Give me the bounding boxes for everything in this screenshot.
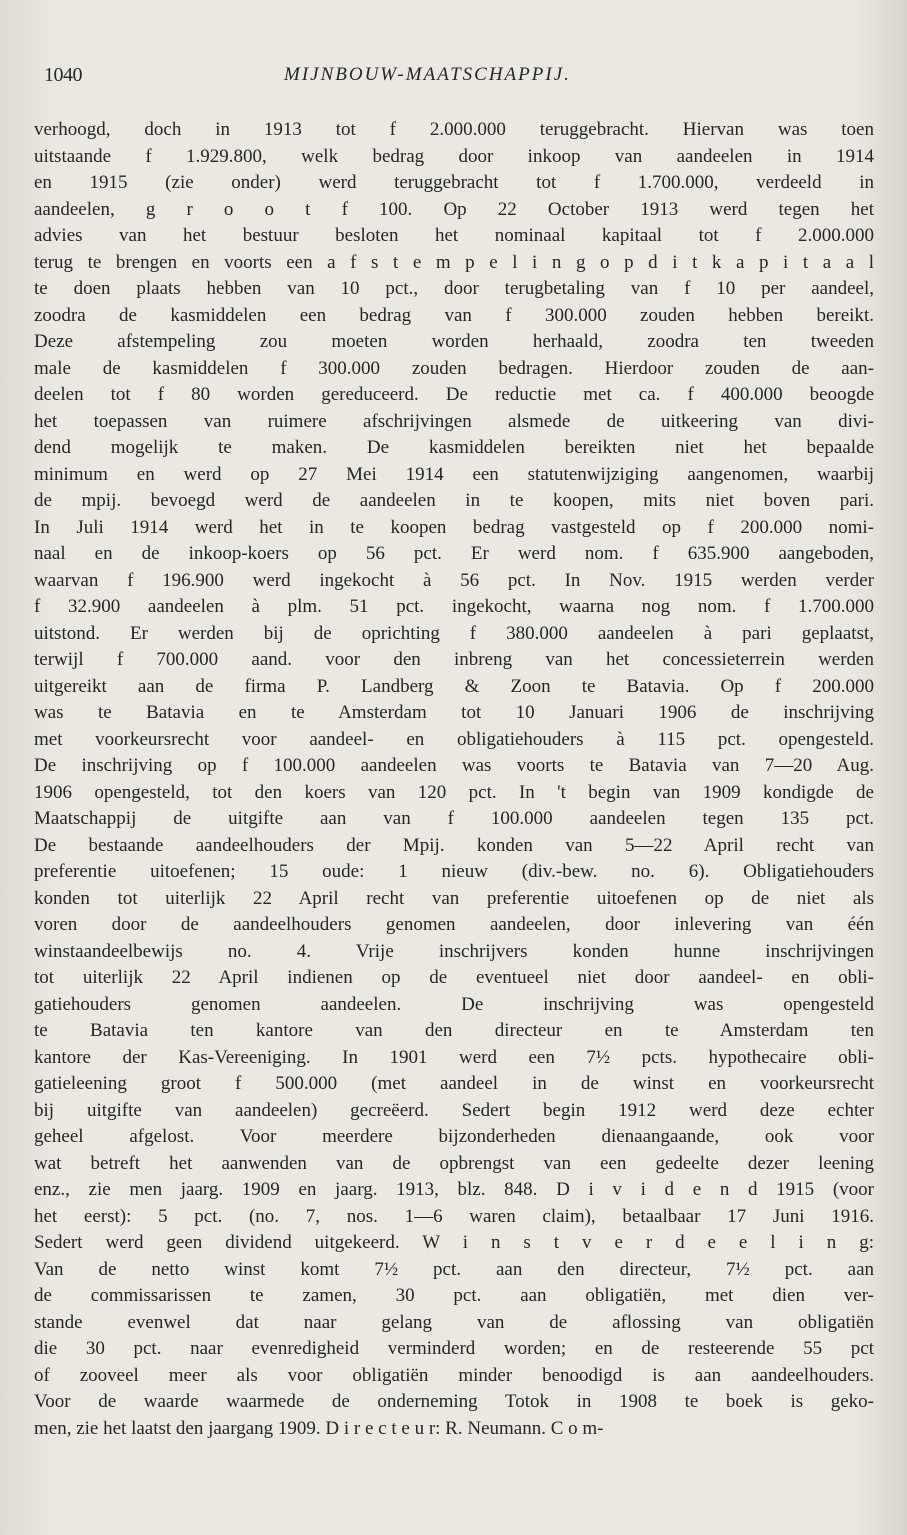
text-line: die 30 pct. naar evenredigheid verminderd worden; en de resteerende 55 pct: [34, 1338, 874, 1359]
text-line: aandeelen, g r o o t f 100. Op 22 October 1913 werd tegen het: [34, 198, 874, 220]
text-line: deelen tot f 80 worden gereduceerd. De reductie met ca. f 400.000 beoogde: [34, 384, 874, 405]
text-line: de mpij. bevoegd werd de aandeelen in te koopen, mits niet boven pari.: [34, 490, 874, 511]
text-line: uitgereikt aan de firma P. Landberg & Zoon te Batavia. Op f 200.000: [34, 675, 874, 697]
text-line: kantore der Kas-Vereeniging. In 1901 werd een 7½ pcts. hypothecaire obli-: [34, 1046, 874, 1068]
text-line: De bestaande aandeelhouders der Mpij. konden van 5—22 April recht van: [34, 834, 874, 856]
page-number: 1040: [44, 64, 82, 86]
text-line: was te Batavia en te Amsterdam tot 10 Januari 1906 de inschrijving: [34, 702, 874, 723]
text-line: terug te brengen en voorts een a f s t e m p e l i n g o p d i t k a p i t a a l: [34, 251, 874, 273]
text-line: uitstaande f 1.929.800, welk bedrag door inkoop van aandeelen in 1914: [34, 145, 874, 167]
text-line: zoodra de kasmiddelen een bedrag van f 300.000 zouden hebben bereikt.: [34, 304, 874, 326]
text-line: minimum en werd op 27 Mei 1914 een statutenwijziging aangenomen, waarbij: [34, 463, 874, 485]
page-header: [44, 64, 867, 94]
text-line: gatieleening groot f 500.000 (met aandeel in de winst en voorkeursrecht: [34, 1073, 874, 1094]
text-line: terwijl f 700.000 aand. voor den inbreng van het concessieterrein werden: [34, 649, 874, 670]
text-line: de commissarissen te zamen, 30 pct. aan obligatiën, met dien ver-: [34, 1285, 874, 1306]
text-line: te doen plaats hebben van 10 pct., door terugbetaling van f 10 per aandeel,: [34, 278, 874, 299]
text-line: tot uiterlijk 22 April indienen op de eventueel niet door aandeel- en obli-: [34, 967, 874, 988]
text-line: Voor de waarde waarmede de onderneming Totok in 1908 te boek is geko-: [34, 1391, 874, 1412]
text-line: men, zie het laatst den jaargang 1909. D i r e c t e u r: R. Neumann. C o m-: [34, 1417, 604, 1439]
text-line: stande evenwel dat naar gelang van de aflossing van obligatiën: [34, 1311, 874, 1333]
text-line: of zooveel meer als voor obligatiën minder benoodigd is aan aandeelhouders.: [34, 1364, 874, 1386]
text-line: naal en de inkoop-koers op 56 pct. Er werd nom. f 635.900 aangeboden,: [34, 543, 874, 564]
text-line: het eerst): 5 pct. (no. 7, nos. 1—6 waren claim), betaalbaar 17 Juni 1916.: [34, 1205, 874, 1227]
text-line: wat betreft het aanwenden van de opbrengst van een gedeelte dezer leening: [34, 1152, 874, 1174]
text-line: Deze afstempeling zou moeten worden herhaald, zoodra ten tweeden: [34, 331, 874, 352]
text-line: male de kasmiddelen f 300.000 zouden bedragen. Hierdoor zouden de aan-: [34, 357, 874, 379]
text-line: waarvan f 196.900 werd ingekocht à 56 pct. In Nov. 1915 werden verder: [34, 569, 874, 591]
text-line: Maatschappij de uitgifte aan van f 100.000 aandeelen tegen 135 pct.: [34, 808, 874, 829]
text-line: en 1915 (zie onder) werd teruggebracht tot f 1.700.000, verdeeld in: [34, 172, 874, 193]
text-line: f 32.900 aandeelen à plm. 51 pct. ingekocht, waarna nog nom. f 1.700.000: [34, 596, 874, 617]
text-line: 1906 opengesteld, tot den koers van 120 pct. In 't begin van 1909 kondigde de: [34, 781, 874, 803]
text-line: gatiehouders genomen aandeelen. De inschrijving was opengesteld: [34, 993, 874, 1015]
text-line: voren door de aandeelhouders genomen aandeelen, door inlevering van één: [34, 914, 874, 935]
text-line: enz., zie men jaarg. 1909 en jaarg. 1913, blz. 848. D i v i d e n d 1915 (voor: [34, 1179, 874, 1200]
text-line: In Juli 1914 werd het in te koopen bedrag vastgesteld op f 200.000 nomi-: [34, 516, 874, 538]
text-line: te Batavia ten kantore van den directeur en te Amsterdam ten: [34, 1020, 874, 1041]
text-line: bij uitgifte van aandeelen) gecreëerd. Sedert begin 1912 werd deze echter: [34, 1099, 874, 1121]
running-head: MIJNBOUW-MAATSCHAPPIJ.: [284, 64, 571, 85]
text-line: De inschrijving op f 100.000 aandeelen was voorts te Batavia van 7—20 Aug.: [34, 755, 874, 776]
text-line: verhoogd, doch in 1913 tot f 2.000.000 teruggebracht. Hiervan was toen: [34, 119, 874, 140]
text-line: winstaandeelbewijs no. 4. Vrije inschrijvers konden hunne inschrijvingen: [34, 940, 874, 962]
text-line: met voorkeursrecht voor aandeel- en obligatiehouders à 115 pct. opengesteld.: [34, 728, 874, 750]
text-line: geheel afgelost. Voor meerdere bijzonderheden dienaangaande, ook voor: [34, 1126, 874, 1147]
text-line: advies van het bestuur besloten het nominaal kapitaal tot f 2.000.000: [34, 225, 874, 246]
text-line: Van de netto winst komt 7½ pct. aan den directeur, 7½ pct. aan: [34, 1258, 874, 1280]
text-line: konden tot uiterlijk 22 April recht van preferentie uitoefenen op de niet als: [34, 887, 874, 909]
text-line: dend mogelijk te maken. De kasmiddelen bereikten niet het bepaalde: [34, 437, 874, 458]
body-text: [34, 117, 874, 1442]
text-line: preferentie uitoefenen; 15 oude: 1 nieuw (div.-bew. no. 6). Obligatiehouders: [34, 861, 874, 882]
text-line: het toepassen van ruimere afschrijvingen alsmede de uitkeering van divi-: [34, 410, 874, 432]
text-line: uitstond. Er werden bij de oprichting f 380.000 aandeelen à pari geplaatst,: [34, 622, 874, 644]
text-line: Sedert werd geen dividend uitgekeerd. W i n s t v e r d e e l i n g:: [34, 1232, 874, 1253]
